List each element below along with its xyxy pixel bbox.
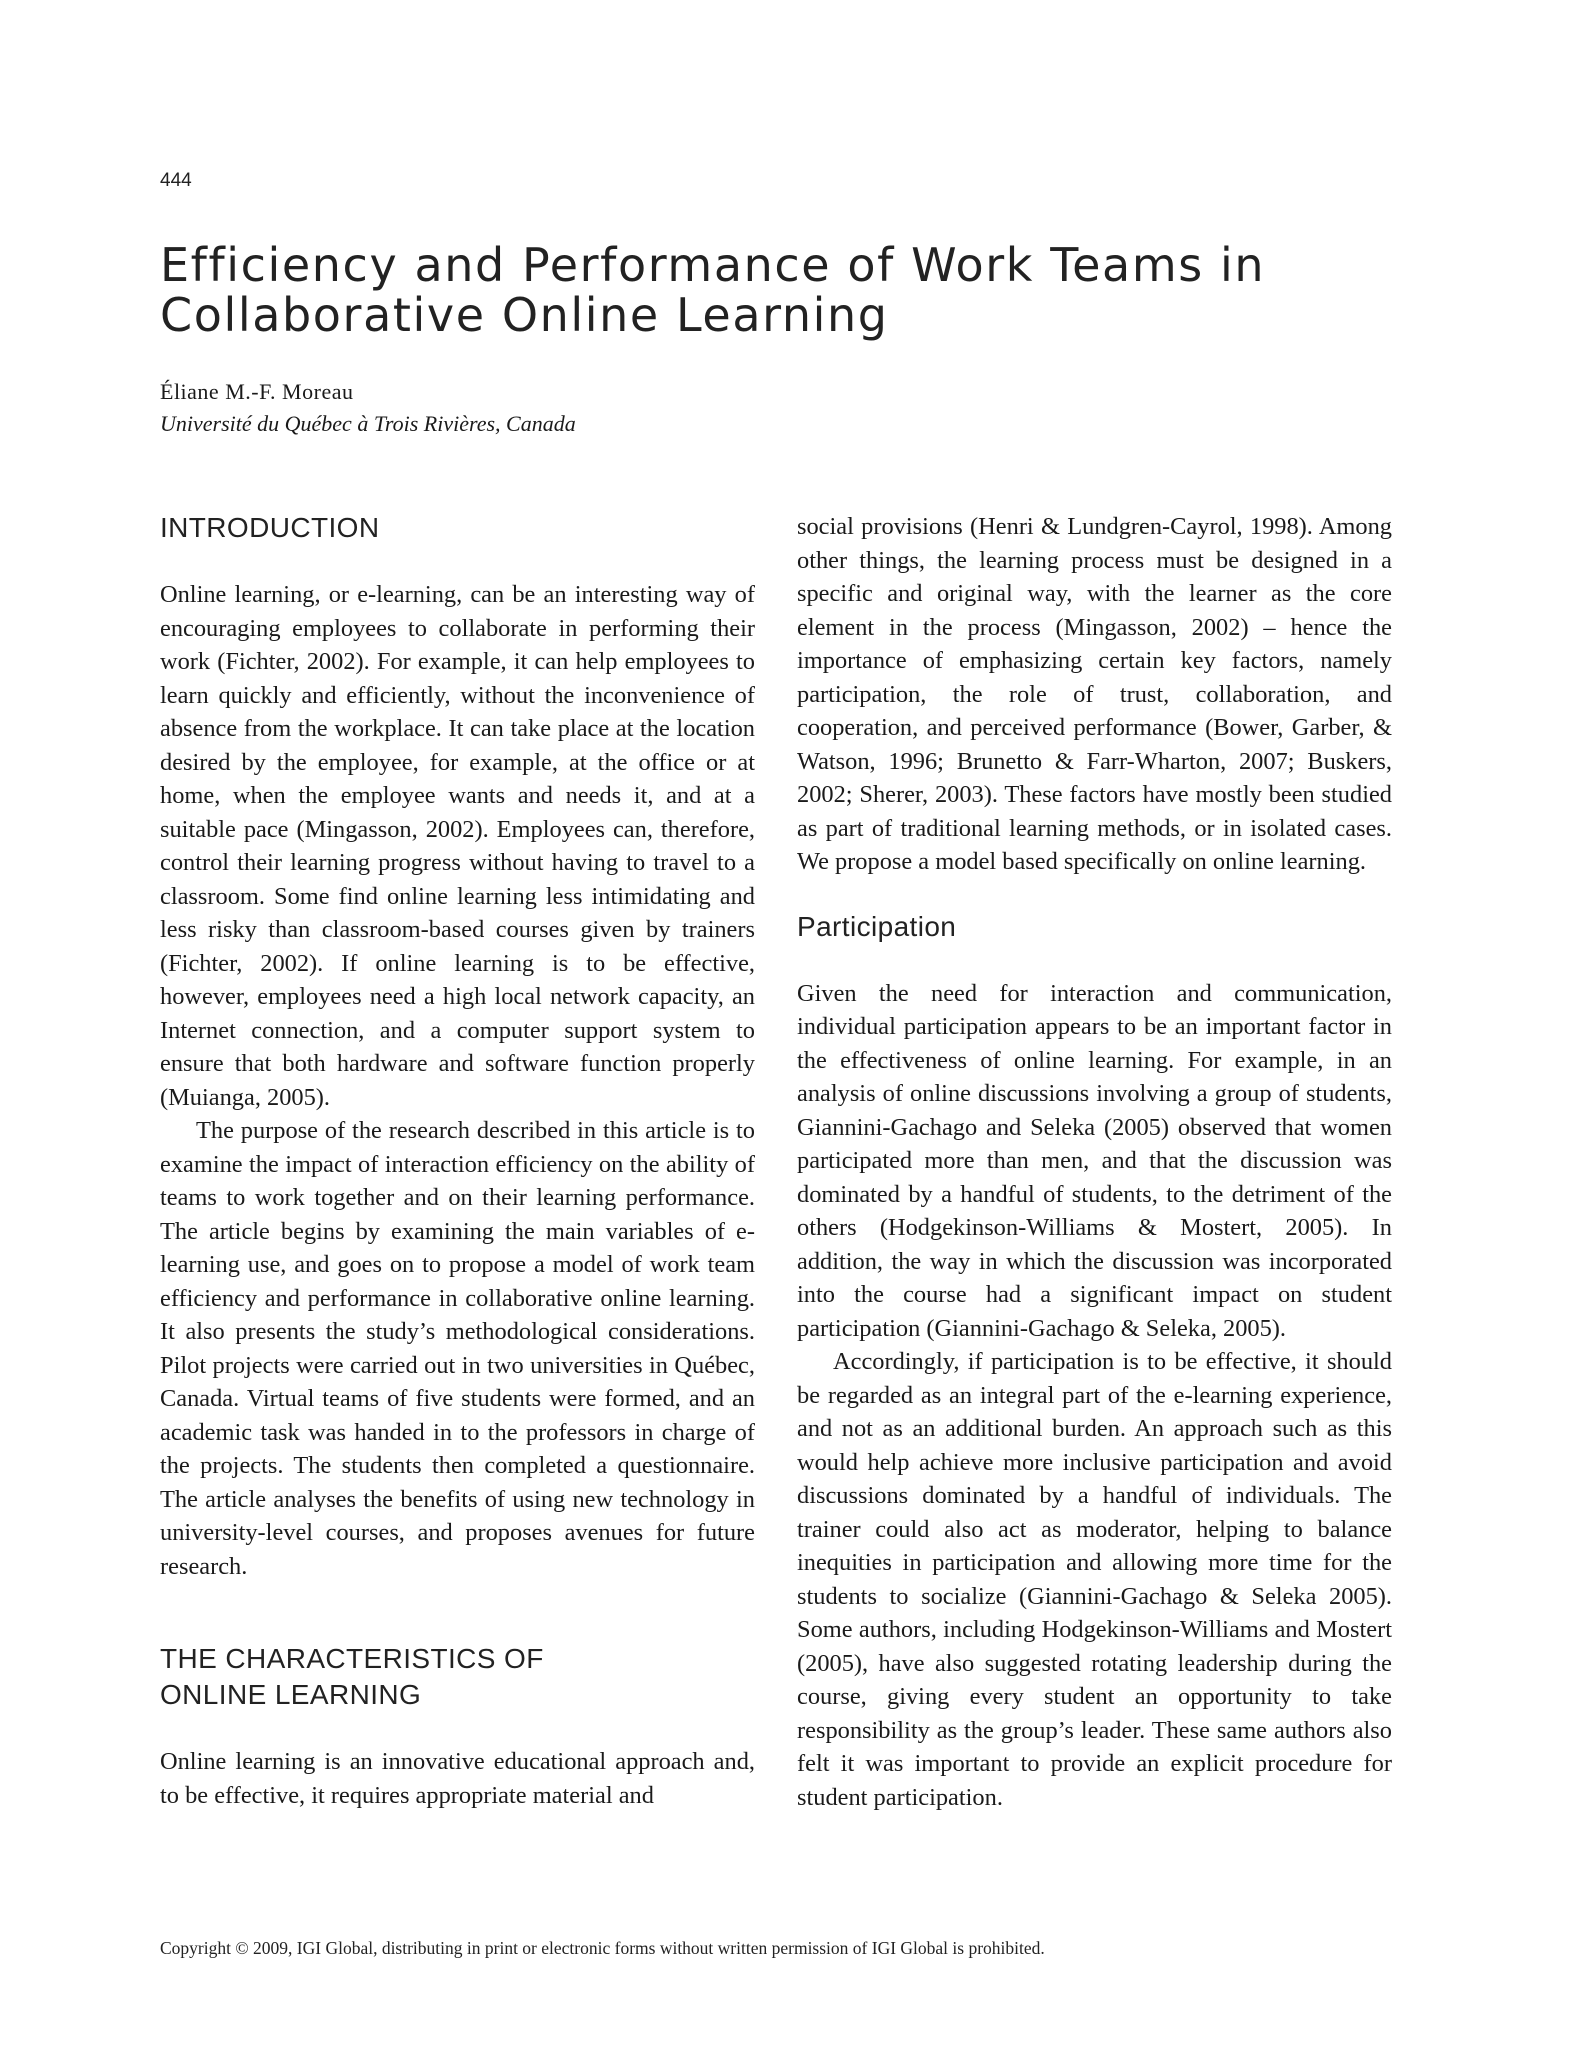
article-title: Efficiency and Performance of Work Teams in Collaborative Online Learning xyxy=(160,238,1266,342)
author-affiliation: Université du Québec à Trois Rivières, Canada xyxy=(160,411,576,436)
left-column xyxy=(160,510,755,1812)
introduction-paragraph-1: Online learning, or e-learning, can be an interesting way of encouraging employees to collaborate in performing their work (Fichter, 2002). For example, it can help employees to learn quickly and efficiently, without the inconvenience of absence from the workplace. It can take place at the location desired by the employee, for example, at the office or at home, when the employee wants and needs it, and at a suitable pace (Mingasson, 2002). Employees can, therefore, control their learning progress without having to travel to a classroom. Some find online learning less intimidating and less risky than classroom-based courses given by trainers (Fichter, 2002). If online learning is to be effective, however, employees need a high local network capacity, an Internet connection, and a computer support system to ensure that both hardware and software function properly (Muianga, 2005). xyxy=(160,581,755,1111)
right-column xyxy=(797,510,1392,1814)
continued-paragraph: social provisions (Henri & Lundgren-Cayrol, 1998). Among other things, the learning process must be designed in a specific and original way, with the learner as the core element in the process (Mingasson, 2002) – hence the importance of emphasizing certain key factors, namely participation, the role of trust, collaboration, and cooperation, and perceived performance (Bower, Garber, & Watson, 1996; Brunetto & Farr-Wharton, 2007; Buskers, 2002; Sherer, 2003). These factors have mostly been studied as part of traditional learning methods, or in isolated cases. We propose a model based specifically on online learning. xyxy=(797,513,1392,875)
participation-paragraph-2: Accordingly, if participation is to be effective, it should be regarded as an integral part of the e-learning experience, and not as an additional burden. An approach such as this would help achieve more inclusive participation and avoid discussions dominated by a handful of individuals. The trainer could also act as moderator, helping to balance inequities in participation and allowing more time for the students to socialize (Giannini-Gachago & Seleka 2005). Some authors, including Hodgekinson-Williams and Mostert (2005), have also suggested rotating leadership during the course, giving every student an opportunity to take responsibility as the group’s leader. These same authors also felt it was important to provide an explicit procedure for student participation. xyxy=(797,1348,1392,1811)
characteristics-paragraph-1: Online learning is an innovative educational approach and, to be effective, it requires appropriate material and xyxy=(160,1748,755,1809)
introduction-paragraph-2: The purpose of the research described in this article is to examine the impact of interaction efficiency on the ability of teams to work together and on their learning performance. The article begins by examining the main variables of e-learning use, and goes on to propose a model of work team efficiency and performance in collaborative online learning. It also presents the study’s methodological considerations. Pilot projects were carried out in two universities in Québec, Canada. Virtual teams of five students were formed, and an academic task was handed in to the professors in charge of the projects. The students then completed a questionnaire. The article analyses the benefits of using new technology in university-level courses, and proposes avenues for future research. xyxy=(160,1117,755,1580)
introduction-heading: INTRODUCTION xyxy=(160,512,380,543)
characteristics-heading-line-2: ONLINE LEARNING xyxy=(160,1679,422,1710)
participation-paragraph-1: Given the need for interaction and communication, individual participation appears to be an important factor in the effectiveness of online learning. For example, in an analysis of online discussions involving a group of students, Giannini-Gachago and Seleka (2005) observed that women participated more than men, and that the discussion was dominated by a handful of students, to the detriment of the others (Hodgekinson-Williams & Mostert, 2005). In addition, the way in which the discussion was incorporated into the course had a significant impact on student participation (Giannini-Gachago & Seleka, 2005). xyxy=(797,979,1392,1342)
author-name: Éliane M.-F. Moreau xyxy=(160,379,354,404)
page-number: 444 xyxy=(160,170,192,191)
characteristics-heading-line-1: THE CHARACTERISTICS OF xyxy=(160,1643,544,1674)
characteristics-heading xyxy=(160,1641,755,1713)
participation-heading: Participation xyxy=(797,910,957,942)
copyright-footer: Copyright © 2009, IGI Global, distributing in print or electronic forms without written permission of IGI Global is prohibited. xyxy=(160,1938,1045,1958)
